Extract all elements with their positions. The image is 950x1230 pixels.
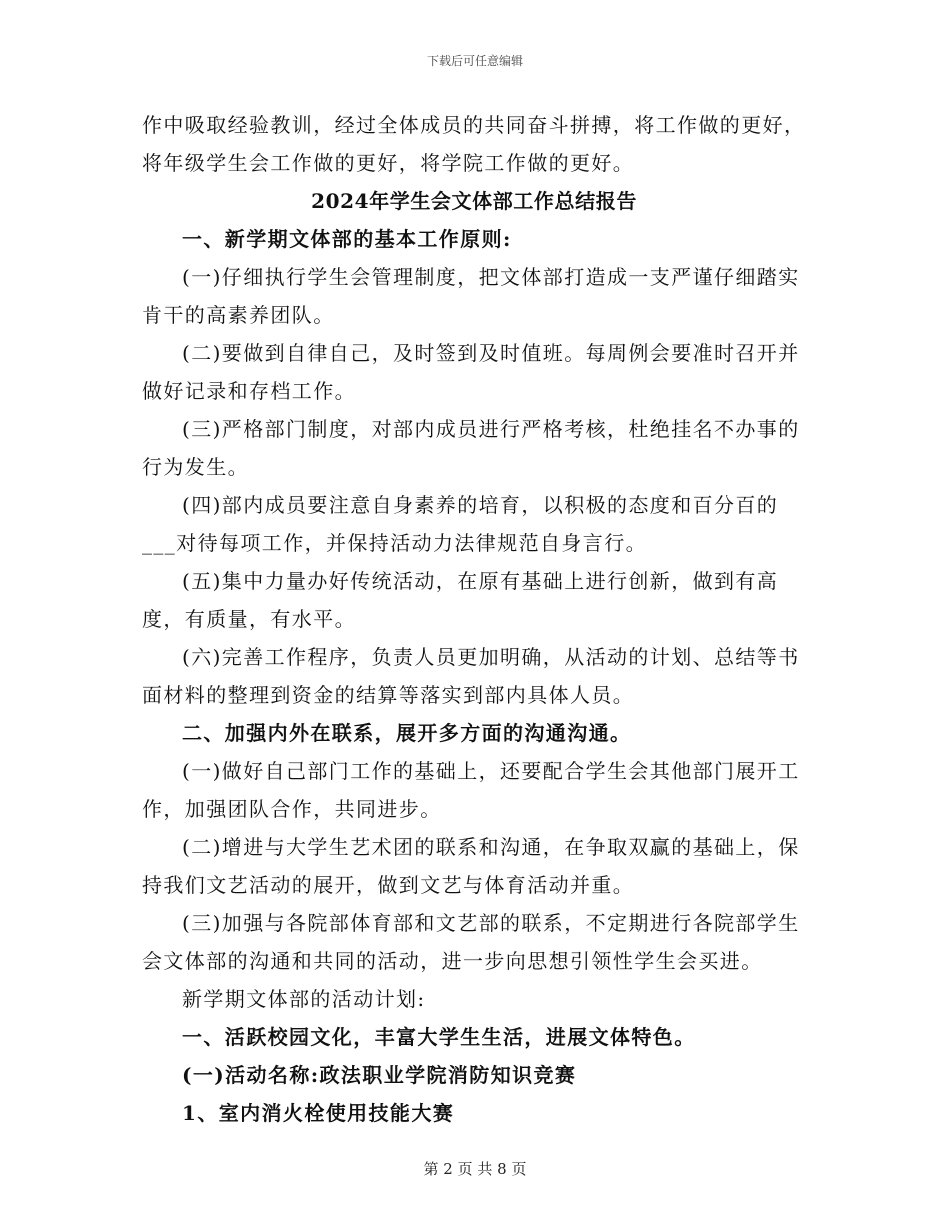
- paragraph-9: (三)加强与各院部体育部和文艺部的联系，不定期进行各院部学生会文体部的沟通和共同的活动，进一步向思想引领性学生会买进。: [142, 911, 800, 973]
- document-body: [142, 106, 806, 1132]
- paragraph-8: (二)增进与大学生艺术团的联系和沟通，在争取双赢的基础上，保持我们文艺活动的展开，做到文艺与体育活动并重。: [142, 835, 800, 897]
- paragraph-3: (三)严格部门制度，对部内成员进行严格考核，杜绝挂名不办事的行为发生。: [142, 417, 800, 479]
- paragraph-2: (二)要做到自律自己，及时签到及时值班。每周例会要准时召开并做好记录和存档工作。: [142, 341, 800, 403]
- subsection-heading: (一)活动名称:政法职业学院消防知识竞赛: [182, 1063, 577, 1087]
- document-title: 2024年学生会文体部工作总结报告: [311, 189, 637, 213]
- section-heading-3: 一、活跃校园文化，丰富大学生生活，进展文体特色。: [182, 1025, 696, 1049]
- paragraph-5: (五)集中力量办好传统活动，在原有基础上进行创新，做到有高度，有质量，有水平。: [142, 569, 779, 631]
- page-number: 第 2 页 共 8 页: [423, 1160, 527, 1178]
- paragraph-1: (一)仔细执行学生会管理制度，把文体部打造成一支严谨仔细踏实肯干的高素养团队。: [142, 265, 800, 327]
- page-header: 下载后可任意编辑: [426, 54, 523, 68]
- paragraph-7: (一)做好自己部门工作的基础上，还要配合学生会其他部门展开工作，加强团队合作，共同进步。: [142, 759, 800, 821]
- section-heading-2: 二、加强内外在联系，展开多方面的沟通沟通。: [182, 721, 632, 745]
- paragraph-4: (四)部内成员要注意自身素养的培育，以积极的态度和百分百的___对待每项工作，并保持活动力法律规范自身言行。: [142, 493, 779, 555]
- paragraph-continued: 作中吸取经验教训，经过全体成员的共同奋斗拼搏，将工作做的更好，将年级学生会工作做的更好，将学院工作做的更好。: [142, 113, 806, 175]
- item-heading: 1、室内消火栓使用技能大赛: [182, 1101, 455, 1125]
- section-heading-1: 一、新学期文体部的基本工作原则:: [182, 227, 512, 251]
- paragraph-10: 新学期文体部的活动计划:: [182, 987, 426, 1011]
- paragraph-6: (六)完善工作程序，负责人员更加明确，从活动的计划、总结等书面材料的整理到资金的结算等落实到部内具体人员。: [142, 645, 800, 707]
